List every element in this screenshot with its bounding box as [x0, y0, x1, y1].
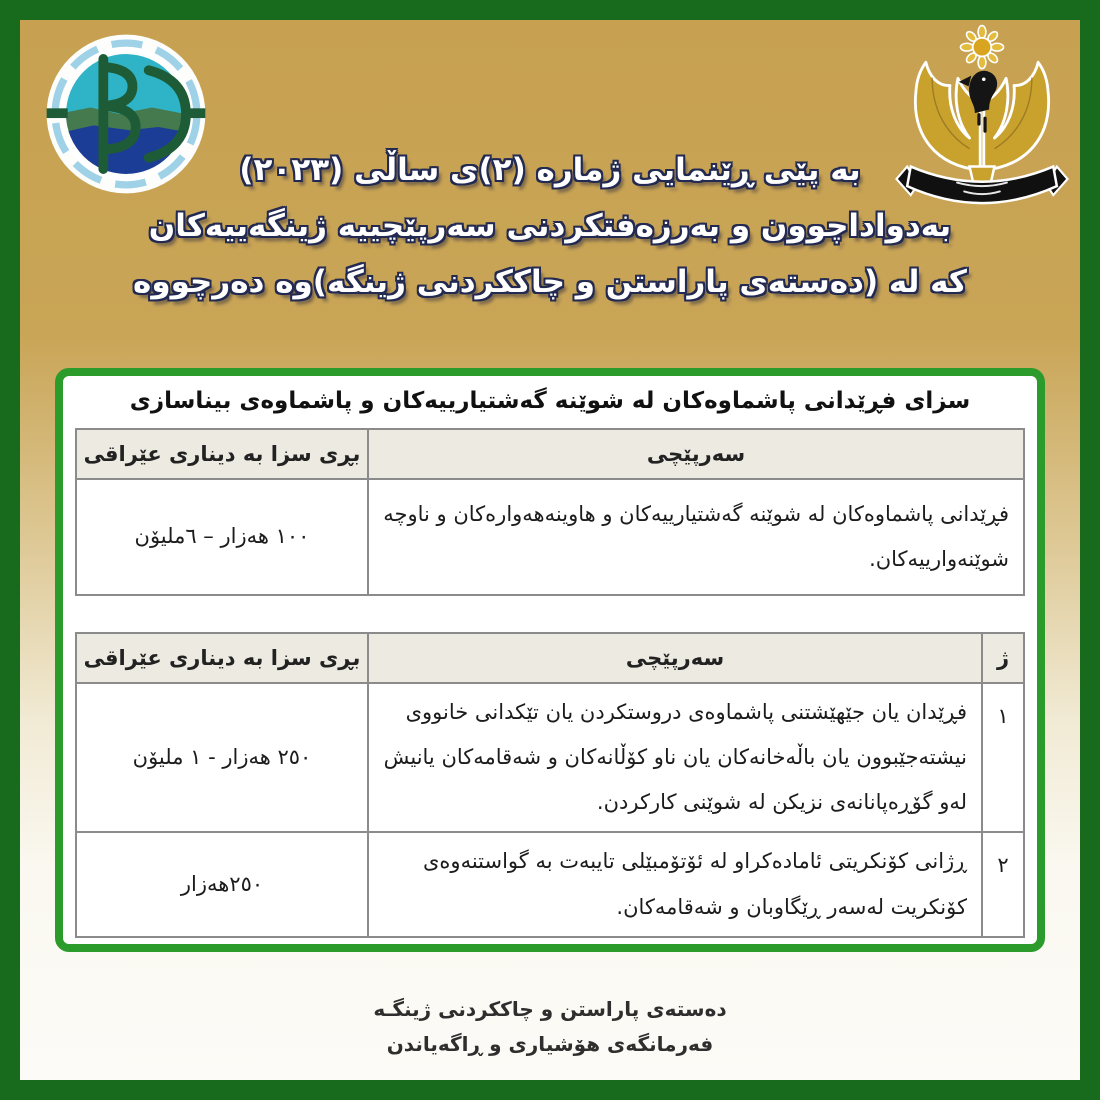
- page-title: [90, 142, 1010, 310]
- footer: [20, 992, 1080, 1062]
- fine-cell: ٢٥٠ هەزار - ١ ملیۆن: [76, 683, 368, 832]
- number-header: ژ: [982, 633, 1024, 683]
- violation-header: سەرپێچی: [368, 429, 1024, 479]
- table-header-row: [76, 633, 1024, 683]
- number-cell: ٢: [982, 832, 1024, 936]
- table-header-row: [76, 429, 1024, 479]
- violation-header: سەرپێچی: [368, 633, 982, 683]
- tourist-waste-fines-table: [75, 428, 1025, 596]
- violation-cell: ڕژانی کۆنکریتی ئامادەکراو له ئۆتۆمبێلی تایبەت به گواستنەوەی کۆنکریت لەسەر ڕێگاوبان و شەقامەکان.: [368, 832, 982, 936]
- violation-cell: فڕێدان یان جێهێشتنی پاشماوەی دروستکردن یان تێکدانی خانووی نیشتەجێبوون یان باڵەخانەکان یان ناو کۆڵانەکان و شەقامەکان یانیش لەو گۆڕەپانانەی نزیکن له شوێنی کارکردن.: [368, 683, 982, 832]
- table-row: [76, 683, 1024, 832]
- violation-cell: فڕێدانی پاشماوەکان له شوێنه گەشتیارییەکان و هاوینەهەوارەکان و ناوچه شوێنەوارییەکان.: [368, 479, 1024, 595]
- table-row: [76, 832, 1024, 936]
- fine-header: بڕی سزا به دیناری عێراقی: [76, 633, 368, 683]
- panel-title: سزای فڕێدانی پاشماوەکان له شوێنه گەشتیارییەکان و پاشماوەی بیناسازی: [129, 388, 971, 414]
- number-cell: ١: [982, 683, 1024, 832]
- title-line-3: که له (دەستەی پاراستن و چاککردنی ژینگە)وه دەرچووه: [133, 264, 967, 300]
- title-line-1: به پێی ڕێنمایی ژماره (٢)ی ساڵی (٢٠٢٣): [239, 152, 861, 188]
- table-row: [76, 479, 1024, 595]
- footer-line-1: دەستەی پاراستن و چاککردنی ژینگـە: [373, 997, 727, 1021]
- construction-waste-fines-table: [75, 632, 1025, 938]
- fines-panel: [55, 368, 1045, 952]
- sun-icon: [960, 26, 1003, 69]
- title-line-2: بەدواداچوون و بەرزەفتکردنی سەرپێچییە ژینگەییەکان: [148, 208, 952, 244]
- fine-cell: ٢٥٠هەزار: [76, 832, 368, 936]
- fine-header: بڕی سزا به دیناری عێراقی: [76, 429, 368, 479]
- footer-line-2: فەرمانگەی هۆشیاری و ڕاگەیاندن: [386, 1032, 714, 1056]
- fine-cell: ١٠٠ هەزار – ٦ملیۆن: [76, 479, 368, 595]
